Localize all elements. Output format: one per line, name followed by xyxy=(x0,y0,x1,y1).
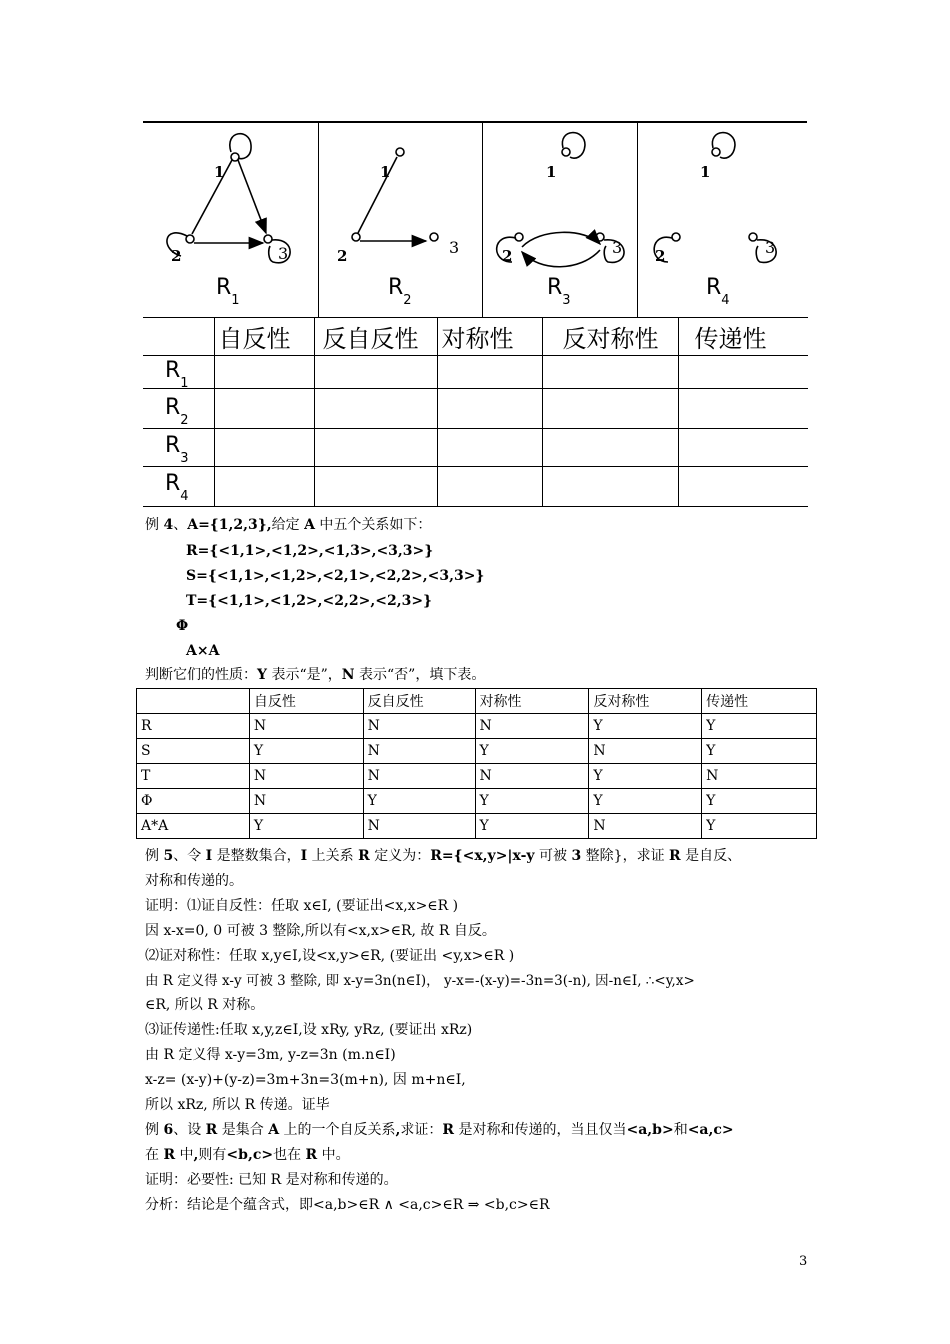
cell-empty[interactable] xyxy=(314,429,437,467)
r3-label-1: 1 xyxy=(546,163,557,181)
t2-header-antisymmetric: 反对称性 xyxy=(589,689,702,714)
cell: N xyxy=(363,814,475,839)
r4-node-3 xyxy=(749,233,757,241)
ex5-line-3: 证明：⑴证自反性：任取 x∈I, (要证出<x,x>∈R ) xyxy=(145,898,459,914)
r3-edge-2-3 xyxy=(522,232,600,247)
graph-r4 xyxy=(654,133,776,263)
ex5-line-2: 对称和传递的。 xyxy=(145,873,243,889)
r1-loop-1 xyxy=(230,134,251,159)
cell: Y xyxy=(702,789,817,814)
table-row xyxy=(137,764,817,789)
relation-graphs xyxy=(0,0,950,320)
r2-label-1: 1 xyxy=(380,163,391,181)
cell-empty[interactable] xyxy=(314,467,437,507)
r4-label-1: 1 xyxy=(700,163,711,181)
graph-r2 xyxy=(352,148,438,241)
cell-empty[interactable] xyxy=(314,389,437,429)
r2-node-3 xyxy=(430,233,438,241)
cell: Y xyxy=(589,714,702,739)
ex4-title: 例 4、A={1,2,3},给定 A 中五个关系如下： xyxy=(145,517,432,533)
r1-label-1: 1 xyxy=(214,163,225,181)
r1-label-2: 2 xyxy=(171,247,182,265)
ex5-line-5: ⑵证对称性：任取 x,y∈I,设<x,y>∈R, (要证出 <y,x>∈R ) xyxy=(145,948,515,964)
r3-label-2: 2 xyxy=(502,247,513,265)
cell: N xyxy=(249,764,363,789)
cell: T xyxy=(137,764,250,789)
r4-caption: $R_4$ xyxy=(706,275,730,308)
cell: Y xyxy=(475,789,589,814)
page-number: 3 xyxy=(799,1254,808,1269)
r3-node-2 xyxy=(515,233,523,241)
cell-empty[interactable] xyxy=(437,389,542,429)
cell-empty[interactable] xyxy=(678,467,808,507)
t2-header-empty xyxy=(137,689,250,714)
cell: Y xyxy=(702,814,817,839)
cell: R xyxy=(137,714,250,739)
cell-empty[interactable] xyxy=(542,389,678,429)
r4-loop-1 xyxy=(712,133,735,159)
row-label-r4: $R_4$ xyxy=(143,467,214,507)
r3-caption: $R_3$ xyxy=(547,275,571,308)
ex6-line-3: 证明：必要性: 已知 R 是对称和传递的。 xyxy=(145,1172,398,1188)
table-row xyxy=(137,714,817,739)
table-row xyxy=(137,789,817,814)
row-label-r2: $R_2$ xyxy=(143,389,214,429)
cell-empty[interactable] xyxy=(214,467,314,507)
ex5-line-9: 由 R 定义得 x-y=3m, y-z=3n (m.n∈I) xyxy=(145,1047,396,1063)
cell: N xyxy=(363,764,475,789)
r1-node-1 xyxy=(231,153,239,161)
property-table-empty xyxy=(143,317,808,507)
cell-empty[interactable] xyxy=(437,356,542,389)
r1-node-2 xyxy=(186,235,194,243)
t2-header-reflexive: 自反性 xyxy=(249,689,363,714)
cell-empty[interactable] xyxy=(678,389,808,429)
cell: Y xyxy=(249,814,363,839)
cell: Y xyxy=(702,739,817,764)
cell: Y xyxy=(702,714,817,739)
ex4-relation-r: R={<1,1>,<1,2>,<1,3>,<3,3>} xyxy=(186,543,434,559)
corner-cell xyxy=(143,318,214,356)
table-row xyxy=(137,739,817,764)
cell-empty[interactable] xyxy=(214,356,314,389)
t2-header-symmetric: 对称性 xyxy=(475,689,589,714)
cell: Y xyxy=(475,739,589,764)
header-antisymmetric: 反对称性 xyxy=(542,318,678,356)
cell-empty[interactable] xyxy=(542,467,678,507)
cell-empty[interactable] xyxy=(437,467,542,507)
ex6-line-4: 分析：结论是个蕴含式，即<a,b>∈R ∧ <a,c>∈R ⇒ <b,c>∈R xyxy=(145,1197,550,1213)
r4-label-3: 3 xyxy=(765,238,776,257)
r2-node-1 xyxy=(396,148,404,156)
ex6-line-2: 在 R 中,则有<b,c>也在 R 中。 xyxy=(145,1147,350,1163)
cell: N xyxy=(249,789,363,814)
table-row xyxy=(137,814,817,839)
header-reflexive: 自反性 xyxy=(214,318,314,356)
cell-empty[interactable] xyxy=(542,429,678,467)
cell: S xyxy=(137,739,250,764)
ex6-line-1: 例 6、设 R 是集合 A 上的一个自反关系,求证：R 是对称和传递的，当且仅当<a,b>和<a,c> xyxy=(145,1122,734,1138)
ex4-instruction: 判断它们的性质：Y 表示“是”，N 表示“否”，填下表。 xyxy=(145,667,486,683)
cell: Y xyxy=(589,789,702,814)
row-label-r1: $R_1$ xyxy=(143,356,214,389)
r2-caption: $R_2$ xyxy=(388,275,412,308)
r2-node-2 xyxy=(352,233,360,241)
graph-r3 xyxy=(497,133,624,267)
ex5-line-11: 所以 xRz, 所以 R 传递。证毕 xyxy=(145,1097,330,1113)
cell: Y xyxy=(475,814,589,839)
cell-empty[interactable] xyxy=(542,356,678,389)
r2-label-2: 2 xyxy=(337,247,348,265)
cell: A*A xyxy=(137,814,250,839)
cell-empty[interactable] xyxy=(314,356,437,389)
r3-label-3: 3 xyxy=(612,238,623,257)
t2-header-irreflexive: 反自反性 xyxy=(363,689,475,714)
cell: Y xyxy=(589,764,702,789)
ex4-relation-t: T={<1,1>,<1,2>,<2,2>,<2,3>} xyxy=(186,593,433,609)
cell-empty[interactable] xyxy=(678,429,808,467)
cell: N xyxy=(363,714,475,739)
cell: N xyxy=(475,764,589,789)
r2-label-3: 3 xyxy=(449,238,460,257)
cell: N xyxy=(589,739,702,764)
cell-empty[interactable] xyxy=(214,389,314,429)
ex4-relation-s: S={<1,1>,<1,2>,<2,1>,<2,2>,<3,3>} xyxy=(186,568,485,584)
cell: Φ xyxy=(137,789,250,814)
r4-node-2 xyxy=(672,233,680,241)
cell: N xyxy=(363,739,475,764)
r1-label-3: 3 xyxy=(278,244,289,263)
ex5-line-1: 例 5、令 I 是整数集合，I 上关系 R 定义为：R={<x,y>|x-y 可被 3 整除}，求证 R 是自反、 xyxy=(145,848,742,864)
r4-label-2: 2 xyxy=(655,247,666,265)
r3-node-3 xyxy=(596,233,604,241)
t2-header-transitive: 传递性 xyxy=(702,689,817,714)
ex4-relation-axa: A×A xyxy=(186,643,220,659)
cell: N xyxy=(702,764,817,789)
r3-loop-1 xyxy=(562,133,585,159)
cell: N xyxy=(589,814,702,839)
cell-empty[interactable] xyxy=(678,356,808,389)
r3-edge-3-2 xyxy=(522,250,600,267)
r2-edge-1-2 xyxy=(358,157,397,233)
row-label-r3: $R_3$ xyxy=(143,429,214,467)
ex5-line-7: ∈R, 所以 R 对称。 xyxy=(145,997,265,1013)
ex5-line-6: 由 R 定义得 x-y 可被 3 整除, 即 x-y=3n(n∈I)， y-x=-(x-y)=-3n=3(-n), 因-n∈I, ∴<y,x> xyxy=(145,973,695,989)
ex5-line-8: ⑶证传递性:任取 x,y,z∈I,设 xRy, yRz, (要证出 xRz) xyxy=(145,1022,473,1038)
r1-node-3 xyxy=(264,235,272,243)
r4-node-1 xyxy=(712,148,720,156)
r1-edge-1-3 xyxy=(238,160,266,233)
graph-r1 xyxy=(167,134,290,263)
ex5-line-4: 因 x-x=0, 0 可被 3 整除,所以有<x,x>∈R, 故 R 自反。 xyxy=(145,923,496,939)
cell-empty[interactable] xyxy=(214,429,314,467)
r1-caption: $R_1$ xyxy=(216,275,240,308)
cell: Y xyxy=(363,789,475,814)
cell: N xyxy=(249,714,363,739)
header-irreflexive: 反自反性 xyxy=(314,318,437,356)
cell: Y xyxy=(249,739,363,764)
ex5-line-10: x-z= (x-y)+(y-z)=3m+3n=3(m+n), 因 m+n∈I, xyxy=(145,1072,466,1088)
header-symmetric: 对称性 xyxy=(437,318,542,356)
ex4-relation-phi: Φ xyxy=(176,618,189,634)
cell-empty[interactable] xyxy=(437,429,542,467)
header-transitive: 传递性 xyxy=(678,318,808,356)
cell: N xyxy=(475,714,589,739)
r3-node-1 xyxy=(562,148,570,156)
r1-edge-1-2 xyxy=(192,160,232,234)
property-table-filled xyxy=(136,688,817,839)
